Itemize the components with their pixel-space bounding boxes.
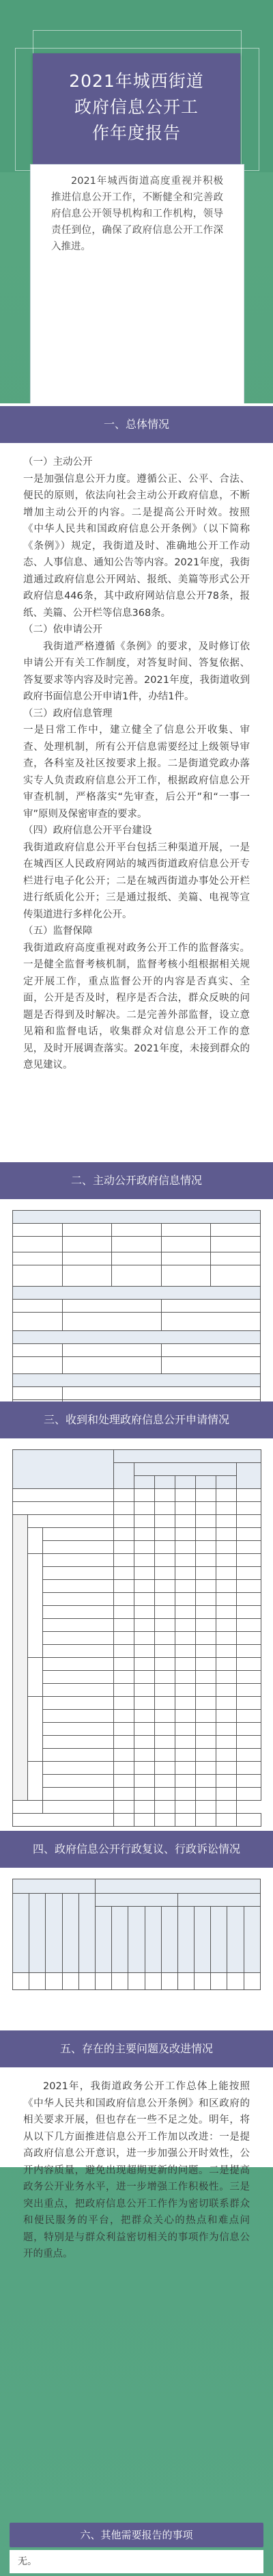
overview-heading: （二）依申请公开 [23, 624, 102, 635]
report-header [0, 0, 273, 172]
section-heading: 二、主动公开政府信息情况 [0, 1162, 273, 1199]
overview-paragraph: 我街道严格遵循《条例》的要求，及时修订依申请公开有关工作制度，对答复时间、答复依据、答复要求等内容及时完善。2021年度，我街道收到政府书面信息公开申请1件，办结1件。 [23, 641, 250, 702]
main-content [0, 403, 273, 2259]
overview-paragraph: 我街道政府高度重视对政务公开工作的监督落实。一是健全监督考核机制，监督考核小组根据相关规定开展工作，重点监督公开的内容是否真实、全面，公开是否及时，程序是否合法，群众反映的问题是否得到及时解决。二是完善外部监督，设立意见箱和监督电话，收集群众对信息公开工作的意见，及时开展调查落实。2021年度，未接到群众的意见建议。 [23, 942, 250, 1071]
other-matters-card [10, 2550, 263, 2573]
review-litigation-table [12, 1879, 261, 1990]
intro-card [30, 164, 244, 405]
overview-paragraph: 一是日常工作中，建立健全了信息公开收集、审查、处理机制，所有公开信息需要经过上级领导审查，各科室及社区按要求上报。二是街道党政办落实专人负责政府信息公开工作，根据政府信息公开审查机制，严格落实“先审查，后公开”和“一事一审”原则及保密审查的要求。 [23, 725, 250, 820]
section-heading: 五、存在的主要问题及改进情况 [0, 2030, 273, 2067]
section-heading: 四、政府信息公开行政复议、行政诉讼情况 [0, 1831, 273, 1868]
overview-heading: （五）监督保障 [23, 926, 93, 937]
overview-paragraph: 一是加强信息公开力度。遵循公正、公平、合法、便民的原则，依法向社会主动公开政府信息，不断增加主动公开的内容。二是提高公开时效。按照《中华人民共和国政府信息公开条例》（以下简称《条例》）规定，我街道及时、准确地公开工作动态、人事信息、通知公告等内容。2021年度，我街道通过政府信息公开网站、报纸、美篇等形式公开政府信息446条，其中政府网站信息公开78条，报纸、美篇、公开栏等信息368条。 [23, 473, 250, 619]
section-heading: 六、其他需要报告的事项 [10, 2523, 263, 2547]
intro-text: 2021年城西街道高度重视并积极推进信息公开工作，不断健全和完善政府信息公开领导机构和工作机构，领导责任到位，确保了政府信息公开工作深入推进。 [51, 176, 223, 252]
overview-heading: （四）政府信息公开平台建设 [23, 825, 152, 836]
improvement-text: 2021年，我街道政务公开工作总体上能按照《中华人民共和国政府信息公开条例》和区政府的相关要求开展，但也存在一些不足之处。明年，将从以下几方面推进信息公开工作加以改进：一是提高政府信息公开意识，进一步加强公开时效性，公开内容质量，避免出现超期更新的问题。二是提高政务公开业务水平，进一步增强工作积极性。三是突出重点，把政府信息公开工作作为密切联系群众和便民服务的平台，把群众关心的热点和难点问题，特别是与群众利益密切相关的事项作为信息公开的重点。 [23, 2081, 250, 2259]
overview-paragraph: 我街道政府信息公开平台包括三种渠道开展，一是在城西区人民政府网站的城西街道政府信息公开专栏进行电子化公开；二是在城西街道办事处公开栏进行纸质化公开；三是通过报纸、美篇、电视等宣传渠道进行多样化公开。 [23, 842, 250, 920]
overview-text [23, 454, 250, 1074]
overview-heading: （三）政府信息管理 [23, 708, 113, 719]
other-matters-text: 无。 [18, 2556, 37, 2567]
section-heading: 一、总体情况 [0, 406, 273, 443]
report-title: 2021年城西街道 政府信息公开工 作年度报告 [69, 71, 204, 143]
proactive-disclosure-table [12, 1210, 261, 1417]
section-heading: 三、收到和处理政府信息公开申请情况 [0, 1401, 273, 1438]
overview-heading: （一）主动公开 [23, 457, 93, 468]
application-handling-table [12, 1449, 261, 1827]
